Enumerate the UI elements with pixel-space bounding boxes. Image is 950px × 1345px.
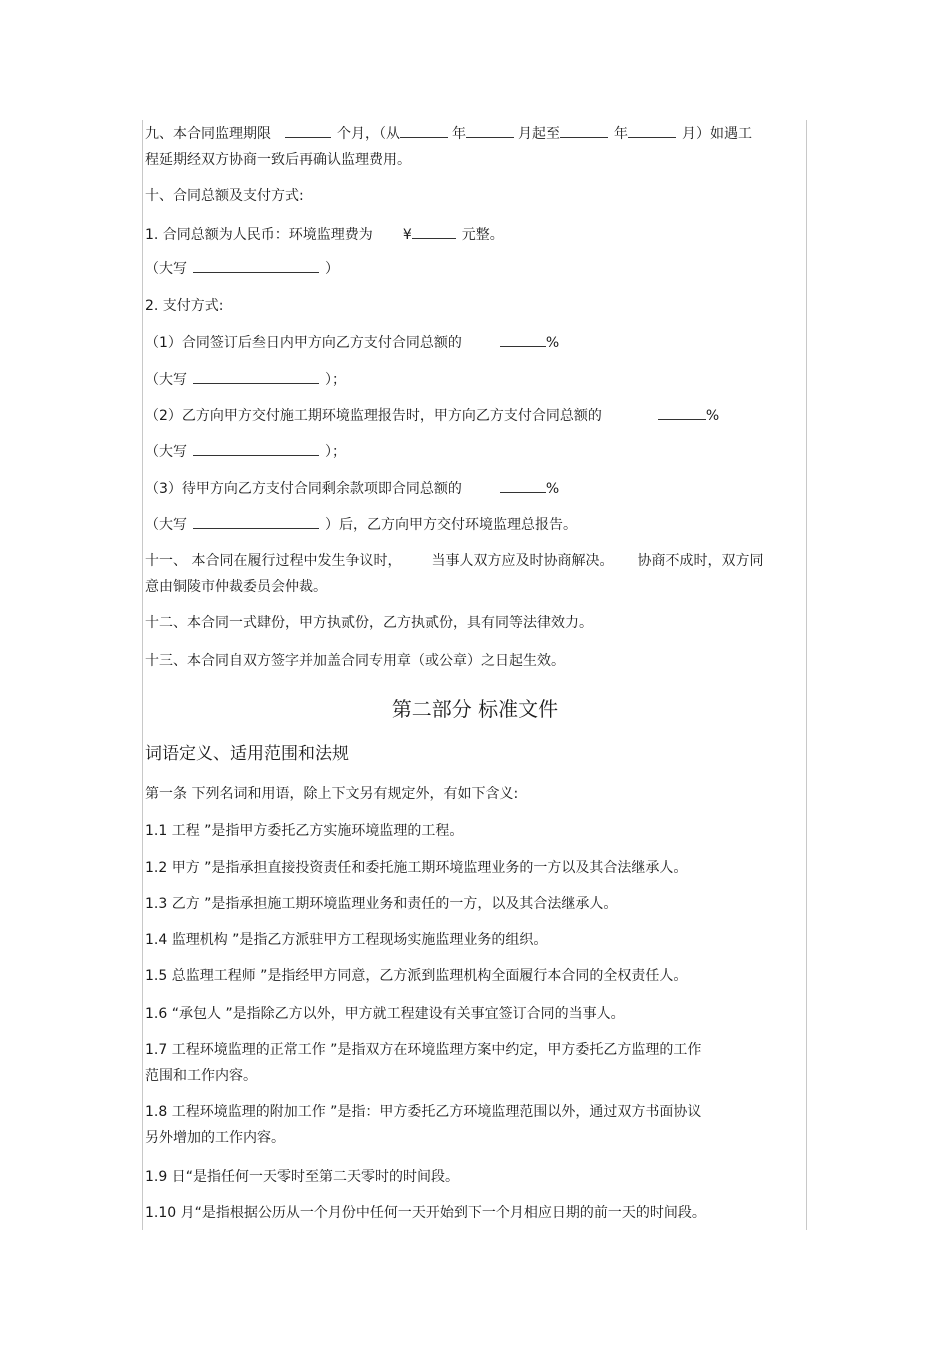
- definition-1-3: 1.3 乙方 ”是指承担施工期环境监理业务和责任的一方，以及其合法继承人。: [145, 896, 618, 912]
- close-paren: ）: [325, 261, 339, 277]
- definition-1-7: 1.7 工程环境监理的正常工作 ”是指双方在环境监理方案中约定，甲方委托乙方监理的工作: [145, 1042, 702, 1058]
- total-amount-label: 1. 合同总额为人民币：环境监理费为: [145, 227, 373, 243]
- definition-1-7-cont: 范围和工作内容。: [145, 1068, 257, 1084]
- payment-1-text: （1）合同签订后叁日内甲方向乙方支付合同总额的: [145, 335, 462, 351]
- daxie-line-2: [145, 369, 346, 390]
- daxie-label: （大写: [145, 261, 187, 277]
- clause-11-text-a: 十一、 本合同在履行过程中发生争议时，: [145, 553, 402, 569]
- close-paren-semicolon: ）；: [325, 372, 346, 388]
- months-blank: [285, 123, 331, 138]
- year-label-2: 年: [614, 126, 628, 142]
- definition-1-9: 1.9 日“是指任何一天零时至第二天零时的时间段。: [145, 1169, 459, 1185]
- left-margin-rule: [142, 120, 143, 1230]
- payment-3-text: （3）待甲方向乙方支付合同剩余款项即合同总额的: [145, 481, 462, 497]
- clause-11-line-1: [145, 551, 763, 571]
- definition-1-8-cont: 另外增加的工作内容。: [145, 1130, 285, 1146]
- amount-blank: [412, 224, 456, 239]
- percent-sign: %: [705, 408, 720, 424]
- clause-13: 十三、本合同自双方签字并加盖合同专用章（或公章）之日起生效。: [145, 653, 565, 669]
- clause-9-months-label: 个月，（从: [337, 126, 400, 142]
- clause-11-text-c: 协商不成时，双方同: [637, 553, 764, 569]
- article-1: 第一条 下列名词和用语，除上下文另有规定外，有如下含义:: [145, 786, 519, 802]
- daxie-line-1: [145, 258, 339, 279]
- total-amount-line: [145, 224, 504, 245]
- definition-1-4: 1.4 监理机构 ”是指乙方派驻甲方工程现场实施监理业务的组织。: [145, 932, 548, 948]
- daxie-blank: [193, 258, 319, 273]
- definition-1-2: 1.2 甲方 ”是指承担直接投资责任和委托施工期环境监理业务的一方以及其合法继承人。: [145, 860, 688, 876]
- payment-3-line: [145, 478, 559, 499]
- payment-1-blank: [500, 332, 546, 347]
- definition-1-5: 1.5 总监理工程师 ”是指经甲方同意，乙方派到监理机构全面履行本合同的全权责任人。: [145, 968, 688, 984]
- payment-3-blank: [500, 478, 546, 493]
- daxie-line-3: [145, 441, 346, 462]
- yuan-label: 元整。: [461, 227, 504, 243]
- start-year-blank: [400, 123, 448, 138]
- part-2-title: 第二部分 标准文件: [391, 697, 559, 721]
- payment-2-line: [145, 405, 719, 426]
- start-month-blank: [466, 123, 514, 138]
- daxie-blank: [193, 514, 319, 529]
- definition-1-6: 1.6 “承包人 ”是指除乙方以外，甲方就工程建设有关事宜签订合同的当事人。: [145, 1006, 625, 1022]
- daxie-label: （大写: [145, 444, 187, 460]
- right-margin-rule: [806, 120, 807, 1230]
- close-paren-semicolon: ）；: [325, 444, 346, 460]
- month-to-label: 月）如遇工: [682, 126, 752, 142]
- definition-1-1: 1.1 工程 ”是指甲方委托乙方实施环境监理的工程。: [145, 823, 464, 839]
- clause-11-text-b: 当事人双方应及时协商解决。: [431, 553, 614, 569]
- daxie-label: （大写: [145, 517, 187, 533]
- clause-9-line-2: 程延期经双方协商一致后再确认监理费用。: [145, 152, 411, 168]
- final-report-text: ）后，乙方向甲方交付环境监理总报告。: [325, 517, 577, 533]
- clause-9-text: 九、本合同监理期限: [145, 126, 271, 142]
- payment-2-blank: [658, 405, 706, 420]
- clause-9-line-1: [145, 123, 752, 144]
- percent-sign: %: [545, 335, 560, 351]
- year-label: 年: [452, 126, 466, 142]
- end-year-blank: [560, 123, 608, 138]
- clause-11-line-2: 意由铜陵市仲裁委员会仲裁。: [145, 579, 327, 595]
- clause-12: 十二、本合同一式肆份，甲方执贰份，乙方执贰份，具有同等法律效力。: [145, 615, 593, 631]
- section-title: 词语定义、适用范围和法规: [145, 744, 349, 764]
- yen-sign: ¥: [402, 227, 412, 243]
- clause-10-title: 十、合同总额及支付方式:: [145, 188, 304, 204]
- daxie-blank: [193, 369, 319, 384]
- daxie-line-4: [145, 514, 577, 535]
- month-from-label: 月起至: [518, 126, 560, 142]
- daxie-blank: [193, 441, 319, 456]
- payment-2-text: （2）乙方向甲方交付施工期环境监理报告时，甲方向乙方支付合同总额的: [145, 408, 602, 424]
- end-month-blank: [628, 123, 676, 138]
- payment-method-title: 2. 支付方式:: [145, 298, 224, 314]
- definition-1-10: 1.10 月“是指根据公历从一个月份中任何一天开始到下一个月相应日期的前一天的时间段。: [145, 1205, 706, 1221]
- payment-1-line: [145, 332, 559, 353]
- daxie-label: （大写: [145, 372, 187, 388]
- percent-sign: %: [545, 481, 560, 497]
- definition-1-8: 1.8 工程环境监理的附加工作 ”是指：甲方委托乙方环境监理范围以外，通过双方书面协议: [145, 1104, 702, 1120]
